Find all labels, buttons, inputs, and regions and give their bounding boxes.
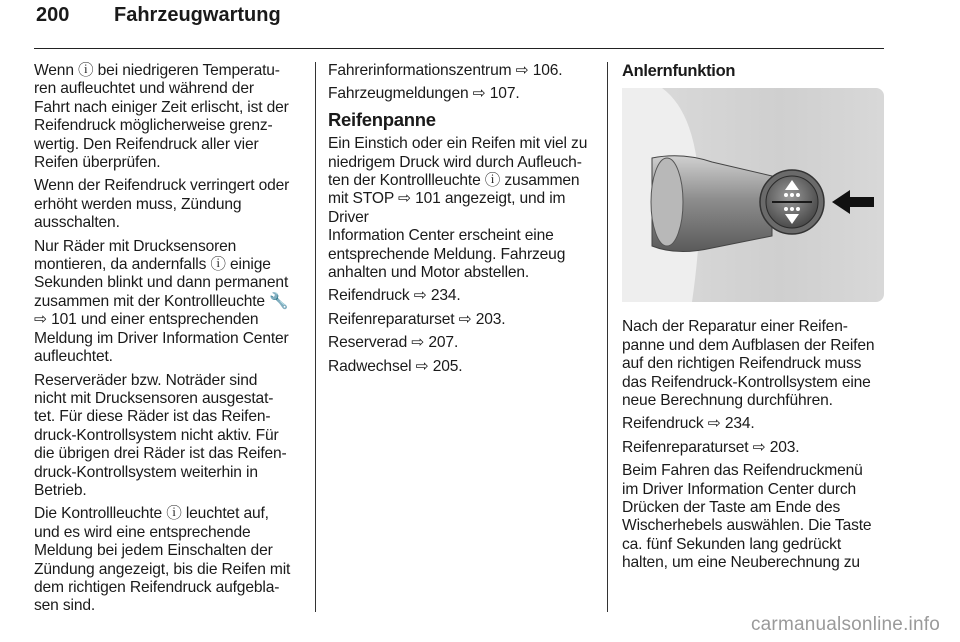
paragraph: Reserveräder bzw. Noträder sind nicht mit Drucksensoren ausgestat- tet. Für diese Räder ist das Reifen- druck-Kontrollsystem nicht aktiv. Für die übrigen drei Räder ist das Reifen- druck-Kontrollsystem weiterhin in Betrieb. [34, 371, 287, 499]
paragraph: Wenn der Reifendruck verringert oder erhöht werden muss, Zündung ausschalten. [34, 177, 290, 232]
paragraph: Nur Räder mit Drucksensoren montieren, da andernfalls ⓘ einige Sekunden blinkt und dann permanent zusammen mit der Kontrollleuchte 🔧 ⇨ 101 und einer entsprechenden Meldung im Driver Information Center aufleuchtet. [34, 237, 289, 366]
column-divider-1 [315, 62, 316, 612]
text-column-3 [622, 62, 888, 578]
watermark: carmanualsonline.info [750, 614, 940, 635]
cross-reference: Fahrerinformationszentrum ⇨ 106. [328, 62, 563, 79]
paragraph: Nach der Reparatur einer Reifen- panne und dem Aufblasen der Reifen auf den richtigen Reifendruck muss das Reifendruck-Kontrollsystem eine neue Berechnung durchführen. [622, 318, 875, 410]
paragraph: Wenn ⓘ bei niedrigeren Temperatu- ren aufleuchtet und während der Fahrt nach einiger Zeit erlischt, ist der Reifendruck möglicherweise grenz- wertig. Den Reifendruck aller vier Reifen überprüfen. [34, 62, 289, 172]
cross-reference: Reifendruck ⇨ 234. [328, 287, 461, 305]
text-column-2 [328, 62, 598, 381]
wiper-lever-button-illustration [622, 88, 884, 302]
cross-reference: Reserverad ⇨ 207. [328, 334, 459, 352]
paragraph: Beim Fahren das Reifendruckmenü im Driver Information Center durch Drücken der Taste am Ende des Wischerhebels auswählen. Die Taste ca. fünf Sekunden lang gedrückt halten, um eine Neuberechnung zu [622, 462, 872, 572]
section-heading-reifenpanne: Reifenpanne [328, 108, 436, 130]
cross-reference: Reifenreparaturset ⇨ 203. [328, 310, 506, 328]
cross-reference: Reifendruck ⇨ 234. [622, 415, 755, 433]
cross-reference: Radwechsel ⇨ 205. [328, 357, 463, 375]
cross-reference: Reifenreparaturset ⇨ 203. [622, 438, 800, 456]
chapter-title: Fahrzeugwartung [114, 4, 281, 26]
column-divider-2 [607, 62, 608, 612]
page-number: 200 [36, 4, 70, 26]
paragraph: Ein Einstich oder ein Reifen mit viel zu niedrigem Druck wird durch Aufleuch- ten der Kontrollleuchte ⓘ zusammen mit STOP ⇨ 101 angezeigt, und im Driver Information Center erscheint eine entsprechende Meldung. Fahrzeug anhalten und Motor abstellen. [328, 135, 588, 282]
cross-reference: Fahrzeugmeldungen ⇨ 107. [328, 85, 520, 103]
section-heading-anlernfunktion: Anlernfunktion [622, 62, 736, 80]
header-rule [34, 48, 884, 49]
text-column-1 [34, 62, 310, 621]
paragraph: Die Kontrollleuchte ⓘ leuchtet auf, und es wird eine entsprechende Meldung bei jedem Einschalten der Zündung angezeigt, bis die Reifen mit dem richtigen Reifendruck aufgebla- sen sind. [34, 505, 291, 615]
